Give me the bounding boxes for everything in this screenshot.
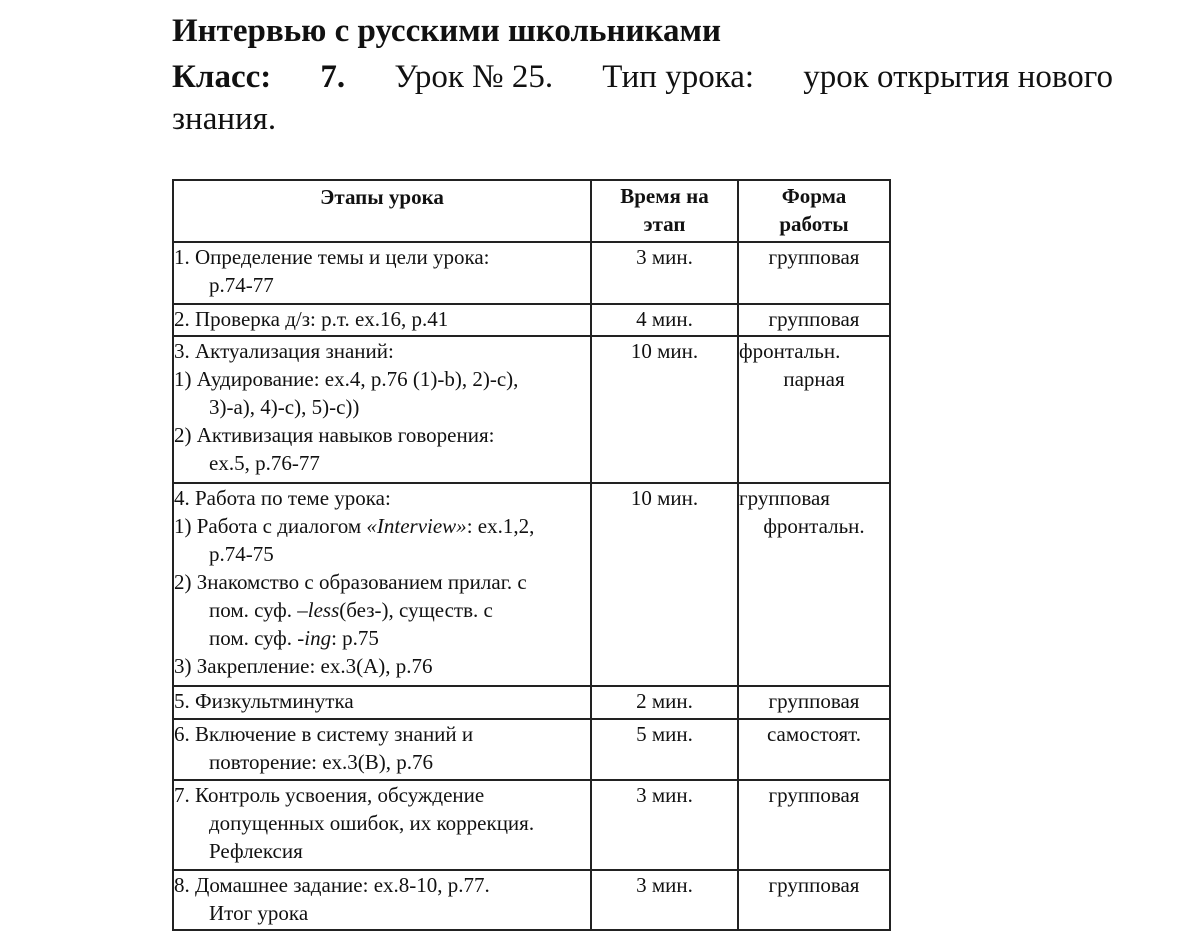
table-row xyxy=(173,242,890,304)
header-form xyxy=(738,180,890,242)
form-line: парная xyxy=(783,367,845,391)
time-cell: 3 мин. xyxy=(591,780,738,870)
form-cell xyxy=(738,870,890,930)
stage-line: 3)-a), 4)-c), 5)-c)) xyxy=(209,395,360,419)
stage-line: 4. Работа по теме урока: xyxy=(174,486,391,510)
stage-cell xyxy=(173,336,591,483)
stage-line: p.74-75 xyxy=(209,542,274,566)
table-row xyxy=(173,336,890,483)
stage-text: 1) Работа с диалогом xyxy=(174,514,367,538)
stage-line: 8. Домашнее задание: ex.8-10, p.77. xyxy=(174,873,490,897)
table-row xyxy=(173,719,890,780)
stage-line: ex.5, p.76-77 xyxy=(209,451,320,475)
stage-line: 1) Аудирование: ex.4, p.76 (1)-b), 2)-c), xyxy=(174,367,519,391)
stage-line: 2. Проверка д/з: р.т. ex.16, р.41 xyxy=(174,307,449,331)
form-line: самостоят. xyxy=(766,722,862,746)
header-time xyxy=(591,180,738,242)
lesson-info-line1 xyxy=(172,56,1113,98)
stage-line xyxy=(174,512,590,540)
table-row xyxy=(173,304,890,336)
form-line: групповая xyxy=(739,486,830,510)
time-cell: 5 мин. xyxy=(591,719,738,780)
class-value: 7. xyxy=(320,59,346,95)
form-line: групповая xyxy=(768,689,860,713)
form-line: групповая xyxy=(768,783,860,807)
form-cell xyxy=(738,242,890,304)
stage-text: : ex.1,2, xyxy=(466,514,535,538)
stage-cell xyxy=(173,242,591,304)
dialog-title: «Interview» xyxy=(366,514,467,538)
lesson-type-label: Тип урока: xyxy=(602,59,755,95)
stage-line: 7. Контроль усвоения, обсуждение xyxy=(174,783,485,807)
stage-line: 6. Включение в систему знаний и xyxy=(174,722,474,746)
form-cell xyxy=(738,686,890,719)
lesson-info xyxy=(172,56,1113,140)
stage-text: пом. суф. xyxy=(209,626,298,650)
stage-line: Итог урока xyxy=(209,901,309,925)
suffix-less: –less xyxy=(297,598,340,622)
table-row xyxy=(173,780,890,870)
stage-line: 5. Физкультминутка xyxy=(174,689,354,713)
table-row xyxy=(173,870,890,930)
form-line: фронтальн. xyxy=(739,339,841,363)
stage-cell xyxy=(173,870,591,930)
form-cell xyxy=(738,483,890,686)
stage-text: (без-), существ. с xyxy=(339,598,493,622)
form-cell xyxy=(738,336,890,483)
form-line: фронтальн. xyxy=(763,514,865,538)
table-header-row xyxy=(173,180,890,242)
stage-line: 3. Актуализация знаний: xyxy=(174,339,394,363)
time-cell: 4 мин. xyxy=(591,304,738,336)
stage-line xyxy=(174,624,590,652)
time-cell: 2 мин. xyxy=(591,686,738,719)
table-row xyxy=(173,686,890,719)
lesson-plan-table xyxy=(172,179,891,931)
lesson-type-part1: урок открытия нового xyxy=(803,59,1113,95)
stage-cell xyxy=(173,483,591,686)
document-title: Интервью с русскими школьниками xyxy=(172,13,721,49)
table-row xyxy=(173,483,890,686)
stage-cell xyxy=(173,780,591,870)
stage-line: Рефлексия xyxy=(209,839,303,863)
stage-line: 1. Определение темы и цели урока: xyxy=(174,245,490,269)
stage-cell xyxy=(173,719,591,780)
form-line: групповая xyxy=(768,873,860,897)
class-label: Класс: xyxy=(172,59,272,95)
stage-line: 3) Закрепление: ex.3(A), p.76 xyxy=(174,654,433,678)
stage-cell xyxy=(173,304,591,336)
header-form-line2: работы xyxy=(779,212,849,236)
time-cell: 10 мин. xyxy=(591,483,738,686)
header-time-line1: Время на xyxy=(620,184,709,208)
time-cell: 3 мин. xyxy=(591,870,738,930)
suffix-ing: -ing xyxy=(297,626,332,650)
stage-text: пом. суф. xyxy=(209,598,298,622)
stage-cell xyxy=(173,686,591,719)
form-line: групповая xyxy=(768,307,860,331)
time-cell: 10 мин. xyxy=(591,336,738,483)
form-cell xyxy=(738,780,890,870)
form-cell xyxy=(738,304,890,336)
lesson-type-part2: знания. xyxy=(172,101,277,137)
time-cell: 3 мин. xyxy=(591,242,738,304)
stage-line: 2) Знакомство с образованием прилаг. с xyxy=(174,570,527,594)
stage-line: допущенных ошибок, их коррекция. xyxy=(209,811,535,835)
lesson-number: Урок № 25. xyxy=(394,59,554,95)
header-form-line1: Форма xyxy=(781,184,847,208)
stage-line: повторение: ex.3(B), p.76 xyxy=(209,750,434,774)
header-time-line2: этап xyxy=(643,212,686,236)
header-stage: Этапы урока xyxy=(173,180,591,242)
form-line: групповая xyxy=(768,245,860,269)
stage-line: р.74-77 xyxy=(209,273,274,297)
stage-line xyxy=(174,596,590,624)
stage-text: : p.75 xyxy=(331,626,379,650)
form-cell xyxy=(738,719,890,780)
stage-line: 2) Активизация навыков говорения: xyxy=(174,423,495,447)
